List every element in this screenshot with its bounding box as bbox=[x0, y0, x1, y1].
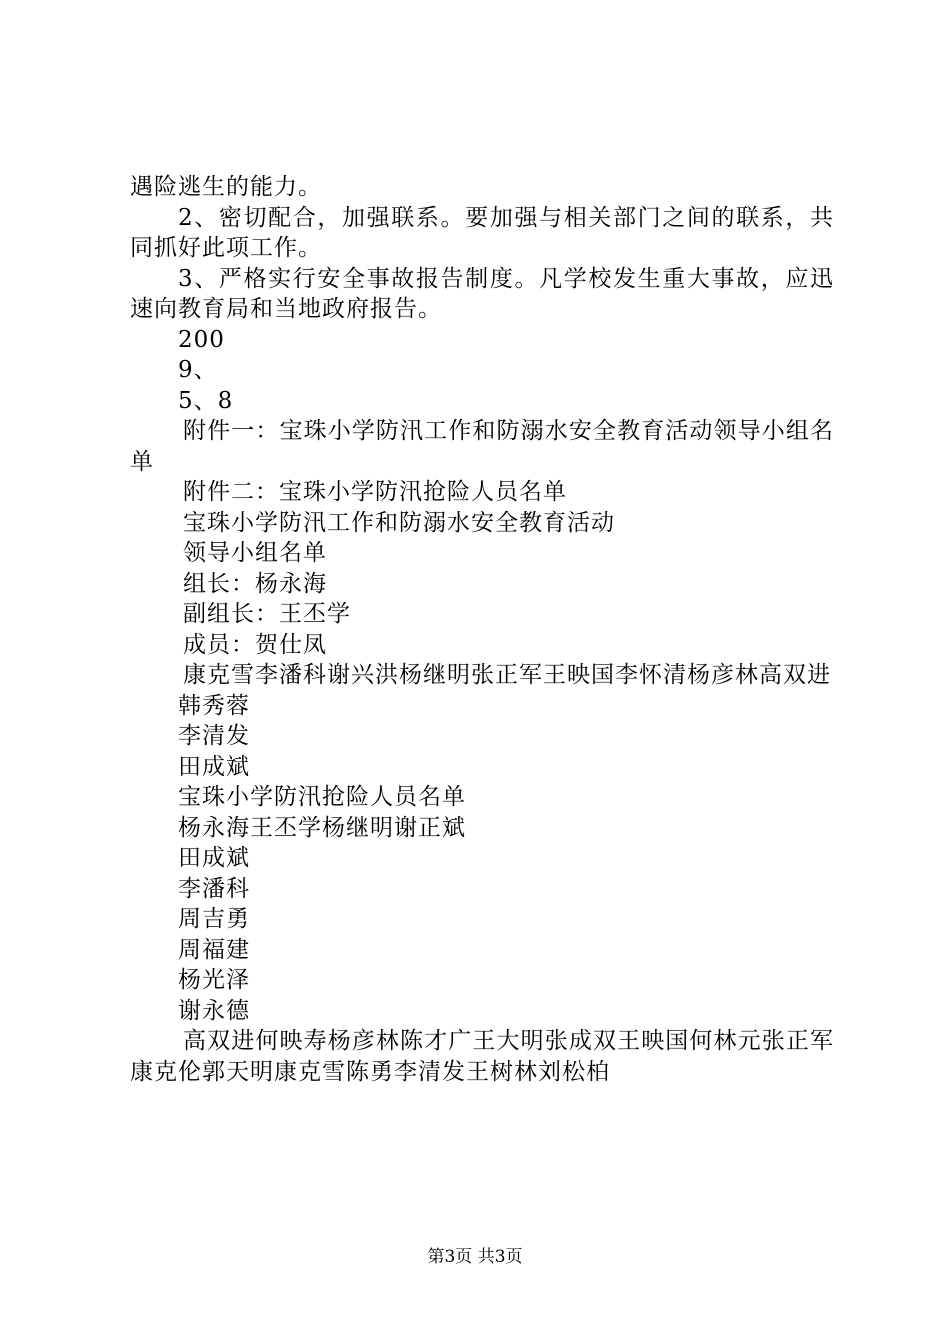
leadership-section-subheading: 领导小组名单 bbox=[183, 540, 327, 566]
rescue-member-name: 周福建 bbox=[178, 936, 250, 963]
document-body bbox=[130, 172, 834, 1087]
rescue-member-name: 周吉勇 bbox=[178, 906, 250, 932]
rescue-member-name: 谢永德 bbox=[178, 997, 250, 1024]
member-name: 韩秀蓉 bbox=[178, 692, 250, 719]
leadership-section-heading: 宝珠小学防汛工作和防溺水安全教育活动 bbox=[183, 509, 615, 536]
paragraph-escape-ability: 遇险逃生的能力。 bbox=[130, 174, 322, 200]
paragraph-accident-reporting: 3、严格实行安全事故报告制度。凡学校发生重大事故，应迅速向教育局和当地政府报告。 bbox=[130, 265, 834, 322]
rescue-name-list: 杨永海王丕学杨继明谢正斌 bbox=[178, 814, 466, 841]
member-name: 李清发 bbox=[178, 723, 250, 749]
attachment-one-title: 附件一：宝珠小学防汛工作和防溺水安全教育活动领导小组名单 bbox=[130, 418, 834, 475]
members-name-list: 康克雪李潘科谢兴洪杨继明张正军王映国李怀清杨彦林高双进 bbox=[183, 662, 831, 688]
rescue-member-name: 李潘科 bbox=[178, 875, 250, 902]
deputy-leader-line: 副组长：王丕学 bbox=[183, 601, 351, 627]
rescue-member-name: 杨光泽 bbox=[178, 967, 250, 993]
paragraph-cooperation: 2、密切配合，加强联系。要加强与相关部门之间的联系，共同抓好此项工作。 bbox=[130, 204, 834, 261]
group-leader-line: 组长：杨永海 bbox=[183, 570, 327, 597]
date-fragment-digit: 9、 bbox=[178, 357, 218, 383]
rescue-member-name: 田成斌 bbox=[178, 845, 250, 871]
member-name: 田成斌 bbox=[178, 753, 250, 780]
attachment-two-title: 附件二：宝珠小学防汛抢险人员名单 bbox=[183, 479, 567, 505]
rescue-members-long-list: 高双进何映寿杨彦林陈才广王大明张成双王映国何林元张正军康克伦郭天明康克雪陈勇李清发王树林刘松柏 bbox=[130, 1028, 834, 1085]
rescue-section-heading: 宝珠小学防汛抢险人员名单 bbox=[178, 784, 466, 810]
date-fragment-month-day: 5、8 bbox=[178, 387, 234, 414]
date-fragment-year: 200 bbox=[178, 326, 225, 353]
members-line: 成员：贺仕凤 bbox=[183, 631, 327, 658]
page-number-footer: 第3页 共3页 bbox=[427, 1247, 523, 1267]
